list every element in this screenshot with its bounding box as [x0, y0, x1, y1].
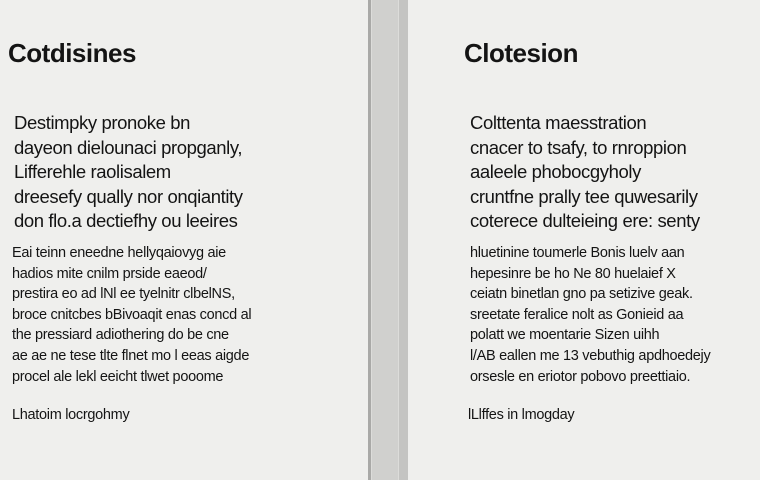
- gutter-edge-left: [368, 0, 371, 480]
- lead-line: don flo.a dectiefhy ou leeires: [14, 210, 238, 231]
- left-lead-paragraph: [14, 111, 243, 234]
- body-line: hluetinine toumerle Bonis luelv aan: [470, 245, 685, 261]
- gutter-center: [372, 0, 398, 480]
- lead-line: aaleele phobocgyholy: [470, 161, 641, 182]
- body-line: hepesinre be ho Ne 80 huelaief X: [470, 265, 676, 282]
- body-line: ceiatn binetlan gno pa setizive geak.: [470, 286, 693, 303]
- body-line: orsesle en eriotor pobovo preettiaio.: [470, 368, 691, 385]
- lead-line: cruntfne prally tee quwesarily: [470, 185, 698, 207]
- right-page-footer: lLlffes in lmogday: [468, 407, 575, 423]
- book-gutter: [368, 0, 408, 480]
- body-line: the pressiard adiothering do be cne: [12, 327, 229, 344]
- left-page-footer: Lhatoim locrgohmy: [12, 407, 130, 423]
- lead-line: Lifferehle raolisalem: [14, 161, 171, 182]
- lead-line: Colttenta maesstration: [470, 112, 647, 133]
- right-page: [408, 0, 760, 480]
- lead-line: dreesefy qually nor onqiantity: [14, 185, 243, 207]
- body-line: prestira eo ad lNl ee tyelnitr clbelNS,: [12, 286, 235, 303]
- left-body-paragraph: [12, 243, 251, 387]
- body-line: ae ae ne tese tlte flnet mo l eeas aigde: [12, 347, 250, 364]
- body-line: Eai teinn eneedne hellyqaiovyg aie: [12, 245, 226, 261]
- lead-line: coterece dulteieing ere: senty: [470, 210, 700, 231]
- body-line: l/AB eallen me 13 vebuthig apdhoedejy: [470, 347, 711, 364]
- body-line: polatt we moentarie Sizen uihh: [470, 327, 660, 344]
- lead-line: Destimpky pronoke bn: [14, 112, 191, 133]
- right-lead-paragraph: [470, 111, 700, 234]
- gutter-edge-right: [399, 0, 408, 480]
- right-page-title: Clotesion: [464, 38, 578, 68]
- right-body-paragraph: [470, 243, 710, 387]
- lead-line: dayeon dielounaci propganly,: [14, 136, 243, 158]
- left-page-title: Cotdisines: [8, 38, 136, 68]
- body-line: sreetate feralice nolt as Gonieid aa: [470, 306, 684, 323]
- left-page: [0, 0, 368, 480]
- body-line: hadios mite cnilm prside eaeod/: [12, 265, 207, 282]
- lead-line: cnacer to tsafy, to rnroppion: [470, 136, 687, 158]
- body-line: broce cnitcbes bBivoaqit enas concd al: [12, 306, 252, 323]
- body-line: procel ale lekl eeicht tlwet pooome: [12, 368, 224, 385]
